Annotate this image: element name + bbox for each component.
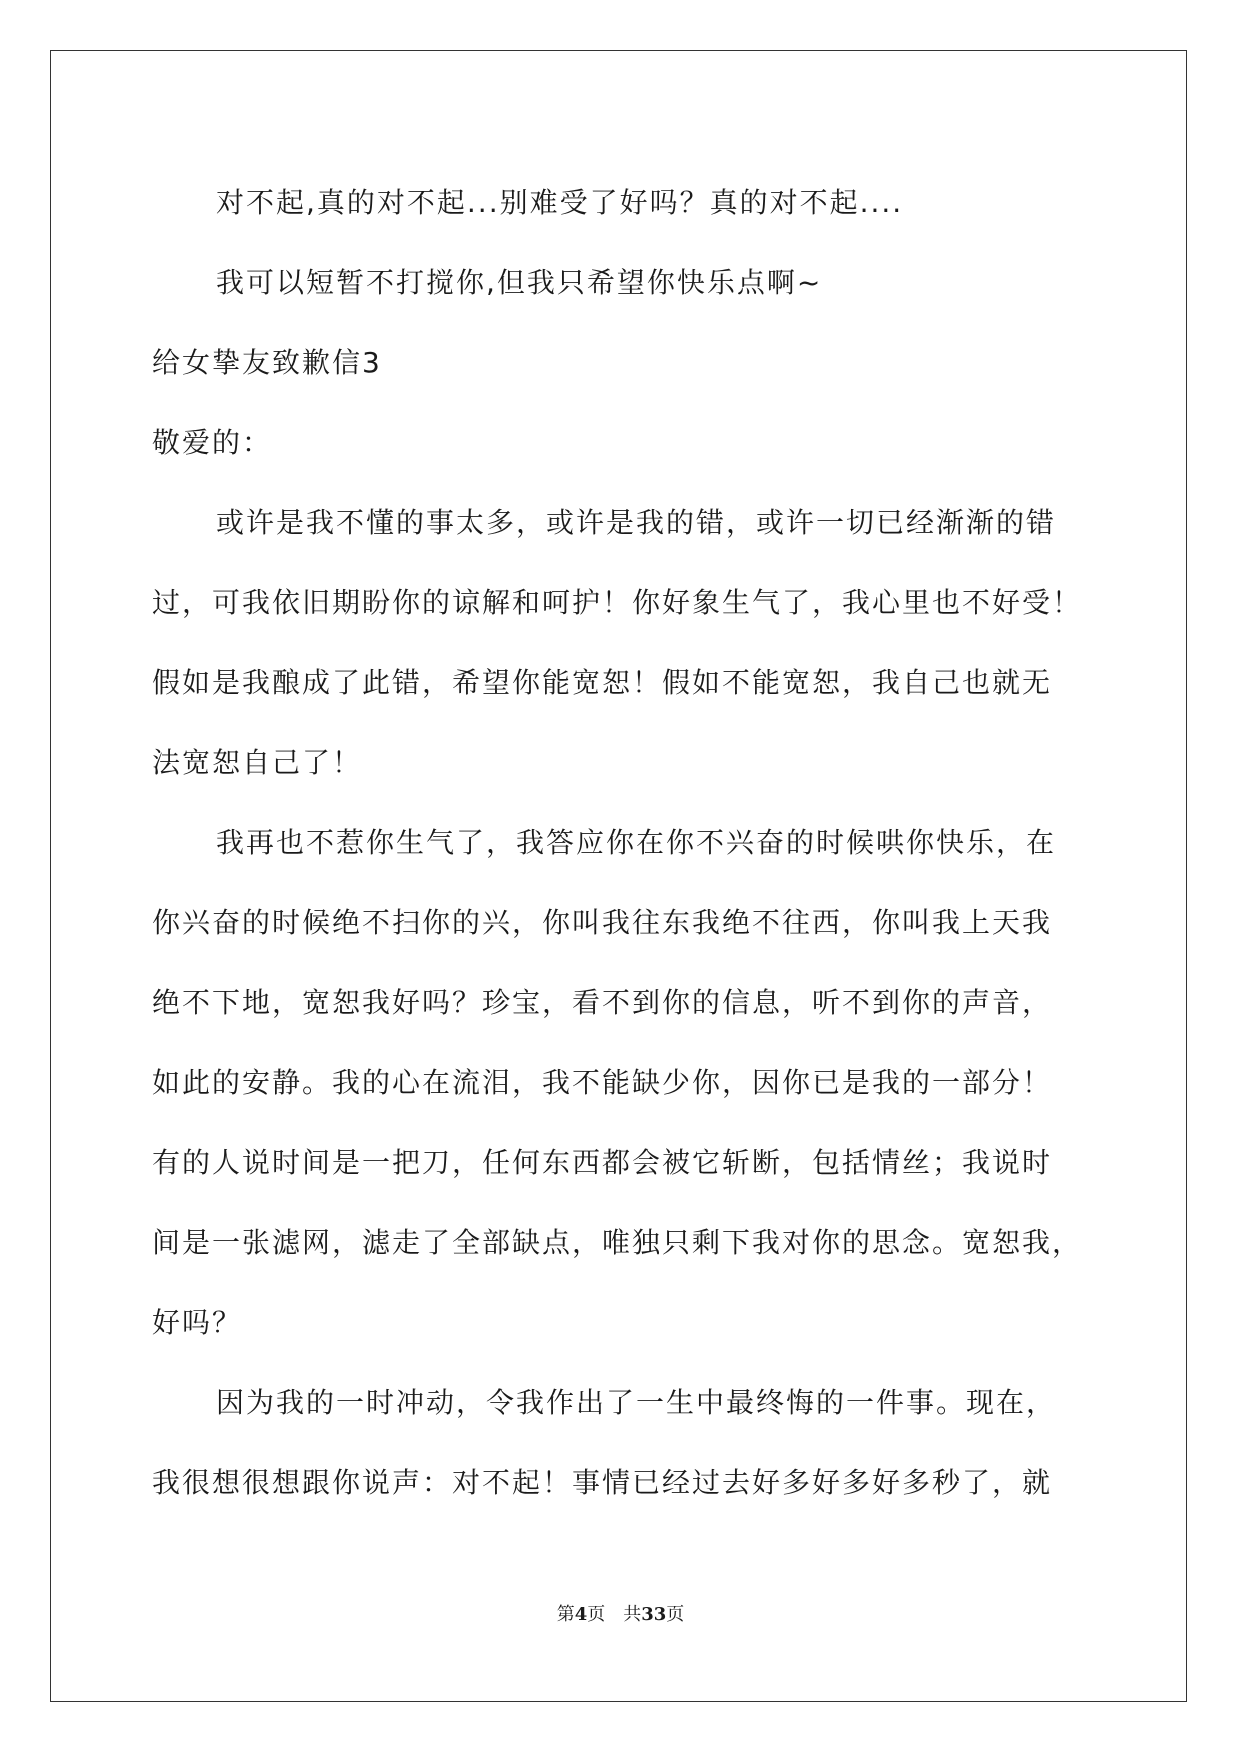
salutation: 敬爱的：: [152, 426, 273, 459]
paragraph-line: 法宽恕自己了！: [152, 746, 363, 779]
page-number-footer: [0, 1600, 1241, 1626]
paragraph-line: 我可以短暂不打搅你,但我只希望你快乐点啊~: [216, 266, 823, 299]
paragraph-line: 因为我的一时冲动，令我作出了一生中最终悔的一件事。现在，: [216, 1386, 1057, 1419]
paragraph-line: 假如是我酿成了此错，希望你能宽恕！假如不能宽恕，我自己也就无: [152, 666, 1053, 699]
footer-prefix: 第: [556, 1604, 575, 1625]
section-title: 给女挚友致歉信3: [152, 346, 382, 379]
document-body: [152, 163, 1092, 1523]
paragraph-line: 好吗？: [152, 1306, 243, 1339]
current-page-number: 4: [574, 1604, 588, 1625]
paragraph-line: 如此的安静。我的心在流泪，我不能缺少你，因你已是我的一部分！: [152, 1066, 1053, 1099]
paragraph-line: 我再也不惹你生气了，我答应你在你不兴奋的时候哄你快乐，在: [216, 826, 1057, 859]
paragraph-line: 有的人说时间是一把刀，任何东西都会被它斩断，包括情丝；我说时: [152, 1146, 1053, 1179]
paragraph-line: 过，可我依旧期盼你的谅解和呵护！你好象生气了，我心里也不好受！: [152, 586, 1083, 619]
paragraph-line: 你兴奋的时候绝不扫你的兴，你叫我往东我绝不往西，你叫我上天我: [152, 906, 1053, 939]
paragraph-line: 间是一张滤网，滤走了全部缺点，唯独只剩下我对你的思念。宽恕我，: [152, 1226, 1083, 1259]
footer-mid: 页 共: [587, 1604, 642, 1625]
paragraph-line: 我很想很想跟你说声：对不起！事情已经过去好多好多好多秒了，就: [152, 1466, 1053, 1499]
footer-suffix: 页: [666, 1604, 685, 1625]
paragraph-line: 或许是我不懂的事太多，或许是我的错，或许一切已经渐渐的错: [216, 506, 1057, 539]
total-page-count: 33: [641, 1604, 667, 1625]
paragraph-line: 绝不下地，宽恕我好吗？珍宝，看不到你的信息，听不到你的声音，: [152, 986, 1053, 1019]
paragraph-line: 对不起,真的对不起...别难受了好吗？真的对不起....: [216, 186, 904, 219]
